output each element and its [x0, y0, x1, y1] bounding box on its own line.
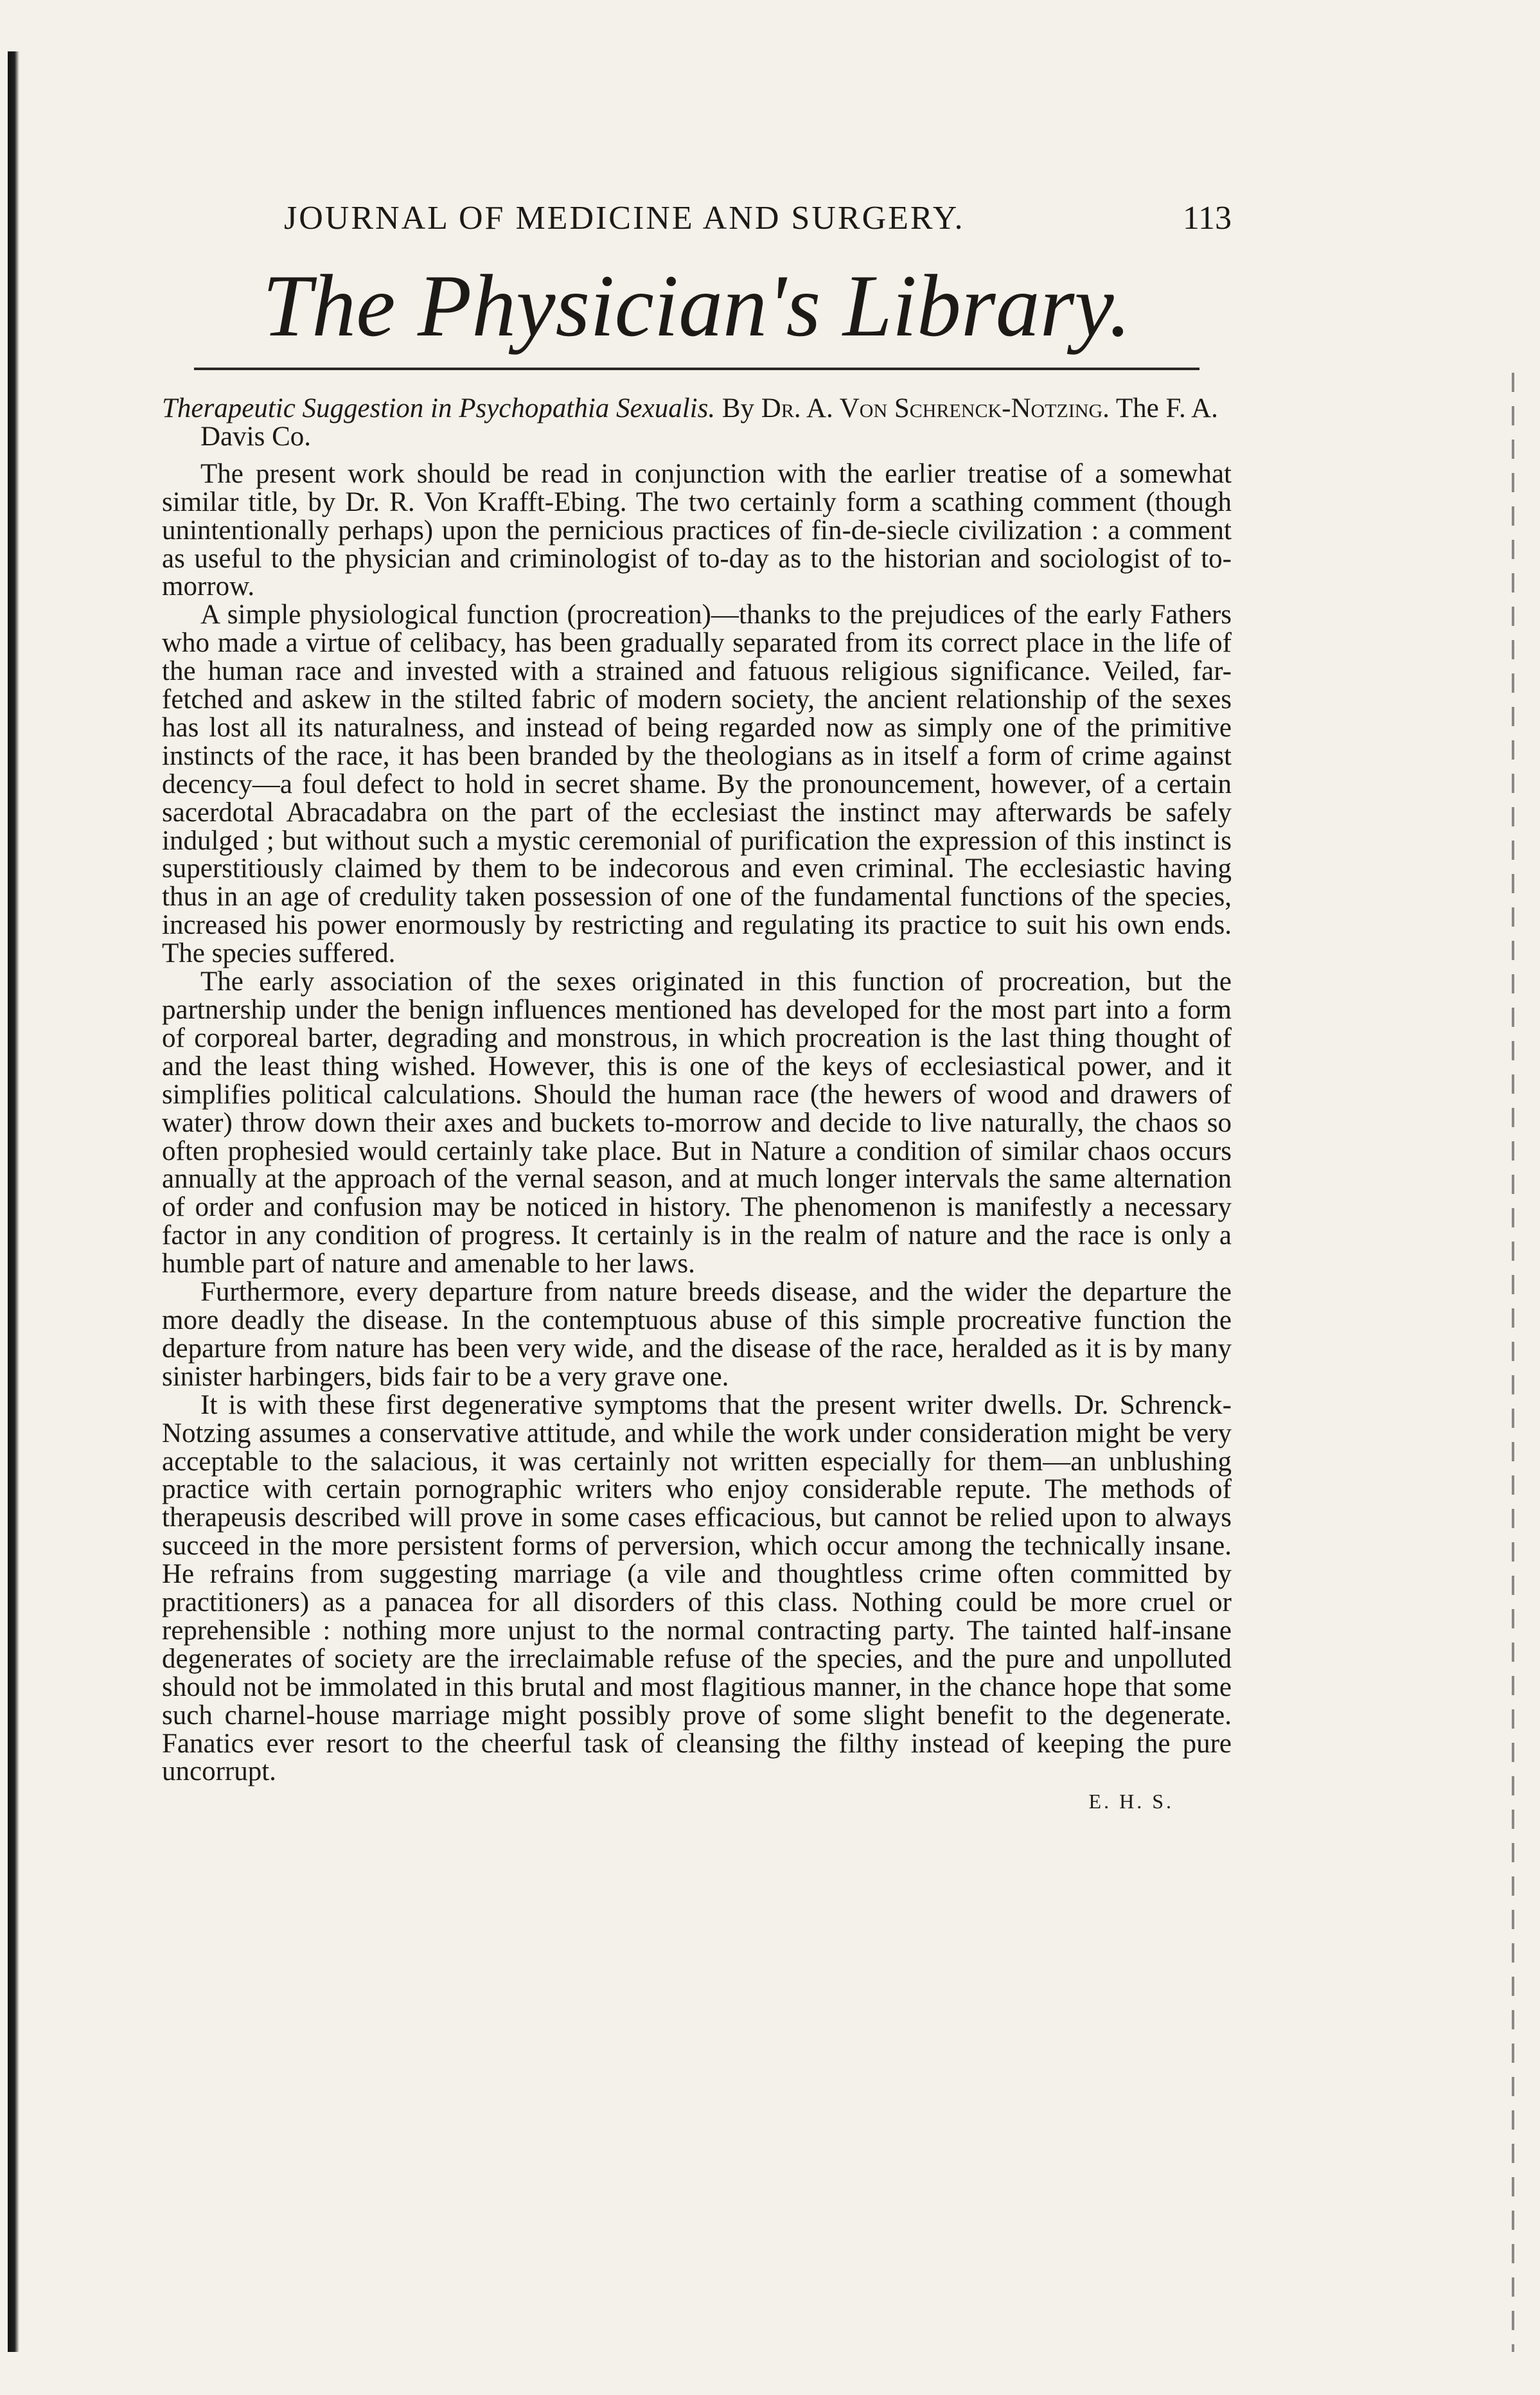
section-title: The Physician's Library. [262, 256, 1131, 355]
paragraph: The present work should be read in conjunction with the earlier treatise of a somewhat similar title, by Dr. R. Von Krafft-Ebing. The two certainly form a scathing comment (though unintentionally perhaps) upon the pernicious practices of fin-de-siecle civilization : a comment as useful to the physician and criminologist of to-day as to the historian and sociologist of to-morrow. [162, 458, 1232, 602]
scan-edge-right [1512, 373, 1514, 2352]
review-heading [162, 395, 1232, 451]
reviewer-signature: E. H. S. [1088, 1790, 1174, 1813]
running-head [162, 193, 1232, 251]
author-prefix: By [721, 393, 755, 423]
journal-page [162, 193, 1232, 1813]
paragraph: A simple physiological function (procreation)—thanks to the prejudices of the early Fathers who made a virtue of celibacy, has been gradually separated from its correct place in the life of the human race and invested with a strained and fatuous religious significance. Veiled, far-fetched and askew in the stilted fabric of modern society, the ancient relationship of the sexes has lost all its naturalness, and instead of being regarded now as simply one of the primitive instincts of the race, it has been branded by the theologians as in itself a form of crime against decency—a foul defect to hold in secret shame. By the pronouncement, however, of a certain sacerdotal Abracadabra on the part of the ecclesiast the instinct may afterwards be safely indulged ; but without such a mystic ceremonial of purification the expression of this instinct is superstitiously claimed by them to be indecorous and even criminal. The ecclesiastic having thus in an age of credulity taken possession of one of the fundamental functions of the species, increased his power enormously by restricting and regulating its practice to suit his own ends. The species suffered. [162, 600, 1232, 969]
review-body [162, 460, 1232, 1786]
page-number: 113 [1182, 200, 1232, 236]
paragraph: Furthermore, every departure from nature breeds disease, and the wider the departure the more deadly the disease. In the contemptuous abuse of this simple procreative function the departure from nature has been very wide, and the disease of the race, heralded as it is by many sinister harbingers, bids fair to be a very grave one. [162, 1277, 1232, 1392]
author-name: Dr. A. Von Schrenck-Notzing. [761, 393, 1110, 423]
title-rule [194, 368, 1199, 370]
publisher: The F. A. Davis Co. [200, 393, 1218, 452]
journal-title: JOURNAL OF MEDICINE AND SURGERY. [284, 200, 965, 236]
book-title: Therapeutic Suggestion in Psychopathia Sexualis. [162, 393, 716, 423]
paragraph: The early association of the sexes originated in this function of procreation, but the partnership under the benign influences mentioned has developed for the most part into a form of corporeal barter, degrading and monstrous, in which procreation is the last thing thought of and the least thing wished. However, this is one of the keys of ecclesiastical power, and it simplifies political calculations. Should the human race (the hewers of wood and drawers of water) throw down their axes and buckets to-morrow and decide to live naturally, the chaos so often prophesied would certainly take place. But in Nature a condition of similar chaos occurs annually at the approach of the vernal season, and at much longer intervals the same alternation of order and confusion may be noticed in history. The phenomenon is manifestly a necessary factor in any condition of progress. It certainly is in the realm of nature and the race is only a humble part of nature and amenable to her laws. [162, 966, 1232, 1279]
scan-edge-left [8, 51, 19, 2352]
paragraph: It is with these first degenerative symptoms that the present writer dwells. Dr. Schrenck-Notzing assumes a conservative attitude, and while the work under consideration might be very acceptable to the salacious, it was certainly not written especially for them—an unblushing practice with certain pornographic writers who enjoy considerable repute. The methods of therapeusis described will prove in some cases efficacious, but cannot be relied upon to always succeed in the more persistent forms of perversion, which occur among the technically insane. He refrains from suggesting marriage (a vile and thoughtless crime often committed by practitioners) as a panacea for all disorders of this class. Nothing could be more cruel or reprehensible : nothing more unjust to the normal contracting party. The tainted half-insane degenerates of society are the irreclaimable refuse of the species, and the pure and unpolluted should not be immolated in this brutal and most flagitious manner, in the chance hope that some such charnel-house marriage might possibly prove of some slight benefit to the degenerate. Fanatics ever resort to the cheerful task of cleansing the filthy instead of keeping the pure uncorrupt. [162, 1389, 1232, 1787]
